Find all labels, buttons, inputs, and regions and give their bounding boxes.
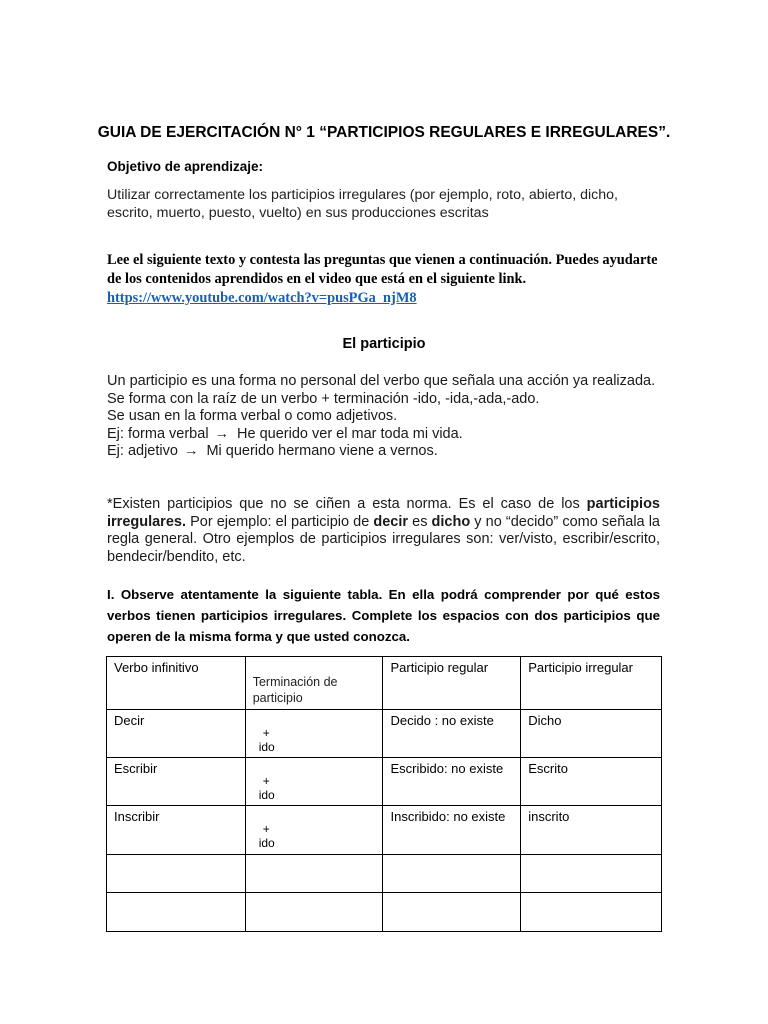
- arrow-right-icon: →: [214, 425, 230, 442]
- table-row: [107, 806, 662, 855]
- example-adjective: [107, 443, 660, 461]
- empty-cell[interactable]: [383, 855, 521, 893]
- table-row: [107, 710, 662, 758]
- empty-cell[interactable]: [245, 893, 383, 932]
- ending-cell[interactable]: [245, 758, 383, 806]
- example-text: He querido ver el mar toda mi vida.: [237, 425, 463, 442]
- ending-cell[interactable]: [245, 710, 383, 758]
- plus-sign: +: [262, 822, 270, 836]
- example-label: Ej: forma verbal: [107, 425, 209, 442]
- table-header-row: [107, 657, 662, 710]
- page-title: GUIA DE EJERCITACIÓN N° 1 “PARTICIPIOS REGULARES E IRREGULARES”.: [97, 124, 671, 141]
- section-title: El participio: [342, 336, 426, 352]
- ending-cell[interactable]: [245, 806, 383, 855]
- instructions: [107, 251, 667, 308]
- empty-cell[interactable]: [521, 893, 662, 932]
- header-cell: Verbo infinitivo: [107, 657, 246, 710]
- irregular-cell: Escrito: [521, 758, 662, 806]
- empty-cell[interactable]: [383, 893, 521, 932]
- objective-text: Utilizar correctamente los participios irregulares (por ejemplo, roto, abierto, dicho, escrito, muerto, puesto, vuelto) en sus producciones escritas: [107, 187, 618, 221]
- empty-cell[interactable]: [245, 855, 383, 893]
- example-verbal: [107, 426, 660, 444]
- table-row: [107, 758, 662, 806]
- definition-line: Se forma con la raíz de un verbo + terminación -ido, -ida,-ada,-ado.: [107, 390, 540, 407]
- verb-cell: Inscribir: [107, 806, 246, 855]
- note-text: Por ejemplo: el participio de: [186, 513, 374, 530]
- regular-cell: Escribido: no existe: [383, 758, 521, 806]
- definition-line: Un participio es una forma no personal del verbo que señala una acción ya realizada.: [107, 373, 656, 389]
- header-cell: [245, 657, 383, 710]
- ending-text: ido: [258, 788, 275, 802]
- empty-table-row: [107, 855, 662, 893]
- ending-text: ido: [258, 740, 275, 754]
- video-link[interactable]: https://www.youtube.com/watch?v=pusPGa_njM8: [107, 290, 417, 306]
- note-bold: decir: [373, 513, 409, 530]
- exercise-instructions: I. Observe atentamente la siguiente tabla. En ella podrá comprender por qué estos verbos tienen participios irregulares. Complete los espacios con dos participios que operen de la misma forma y que usted conozca.: [107, 587, 660, 644]
- note-bold: dicho: [431, 513, 471, 530]
- note-bold: participios irregulares.: [107, 496, 660, 530]
- header-cell: Participio regular: [383, 657, 521, 710]
- plus-sign: +: [262, 726, 270, 740]
- objective-label: Objetivo de aprendizaje:: [107, 159, 264, 174]
- instructions-text: Lee el siguiente texto y contesta las preguntas que vienen a continuación. Puedes ayudarte de los contenidos aprendidos en el video que está en el siguiente link.: [107, 252, 658, 287]
- header-text: Terminación de participio: [252, 675, 338, 705]
- note-text: *Existen participios que no se ciñen a esta norma. Es el caso de los: [107, 496, 587, 512]
- definition-line: Se usan en la forma verbal o como adjetivos.: [107, 408, 398, 424]
- definition-block: [107, 373, 660, 461]
- participles-table: [106, 656, 662, 932]
- example-text: Mi querido hermano viene a vernos.: [206, 443, 438, 459]
- note-text: es: [408, 513, 432, 530]
- irregular-note: [107, 496, 660, 566]
- arrow-right-icon: →: [183, 443, 199, 459]
- ending-text: ido: [258, 836, 275, 850]
- verb-cell: Escribir: [107, 758, 246, 806]
- empty-table-row: [107, 893, 662, 932]
- example-label: Ej: adjetivo: [107, 443, 178, 459]
- note-text: y no “decido” como señala la regla general. Otro ejemplos de participios irregulares son: ver/visto, escribir/escrito, bendecir/bendito, etc.: [107, 513, 660, 565]
- plus-sign: +: [262, 774, 270, 788]
- empty-cell[interactable]: [107, 855, 246, 893]
- header-cell: Participio irregular: [521, 657, 662, 710]
- empty-cell[interactable]: [107, 893, 246, 932]
- irregular-cell: Dicho: [521, 710, 662, 758]
- verb-cell: Decir: [107, 710, 246, 758]
- regular-cell: Decido : no existe: [383, 710, 521, 758]
- empty-cell[interactable]: [521, 855, 662, 893]
- irregular-cell: inscrito: [521, 806, 662, 855]
- regular-cell: Inscribido: no existe: [383, 806, 521, 855]
